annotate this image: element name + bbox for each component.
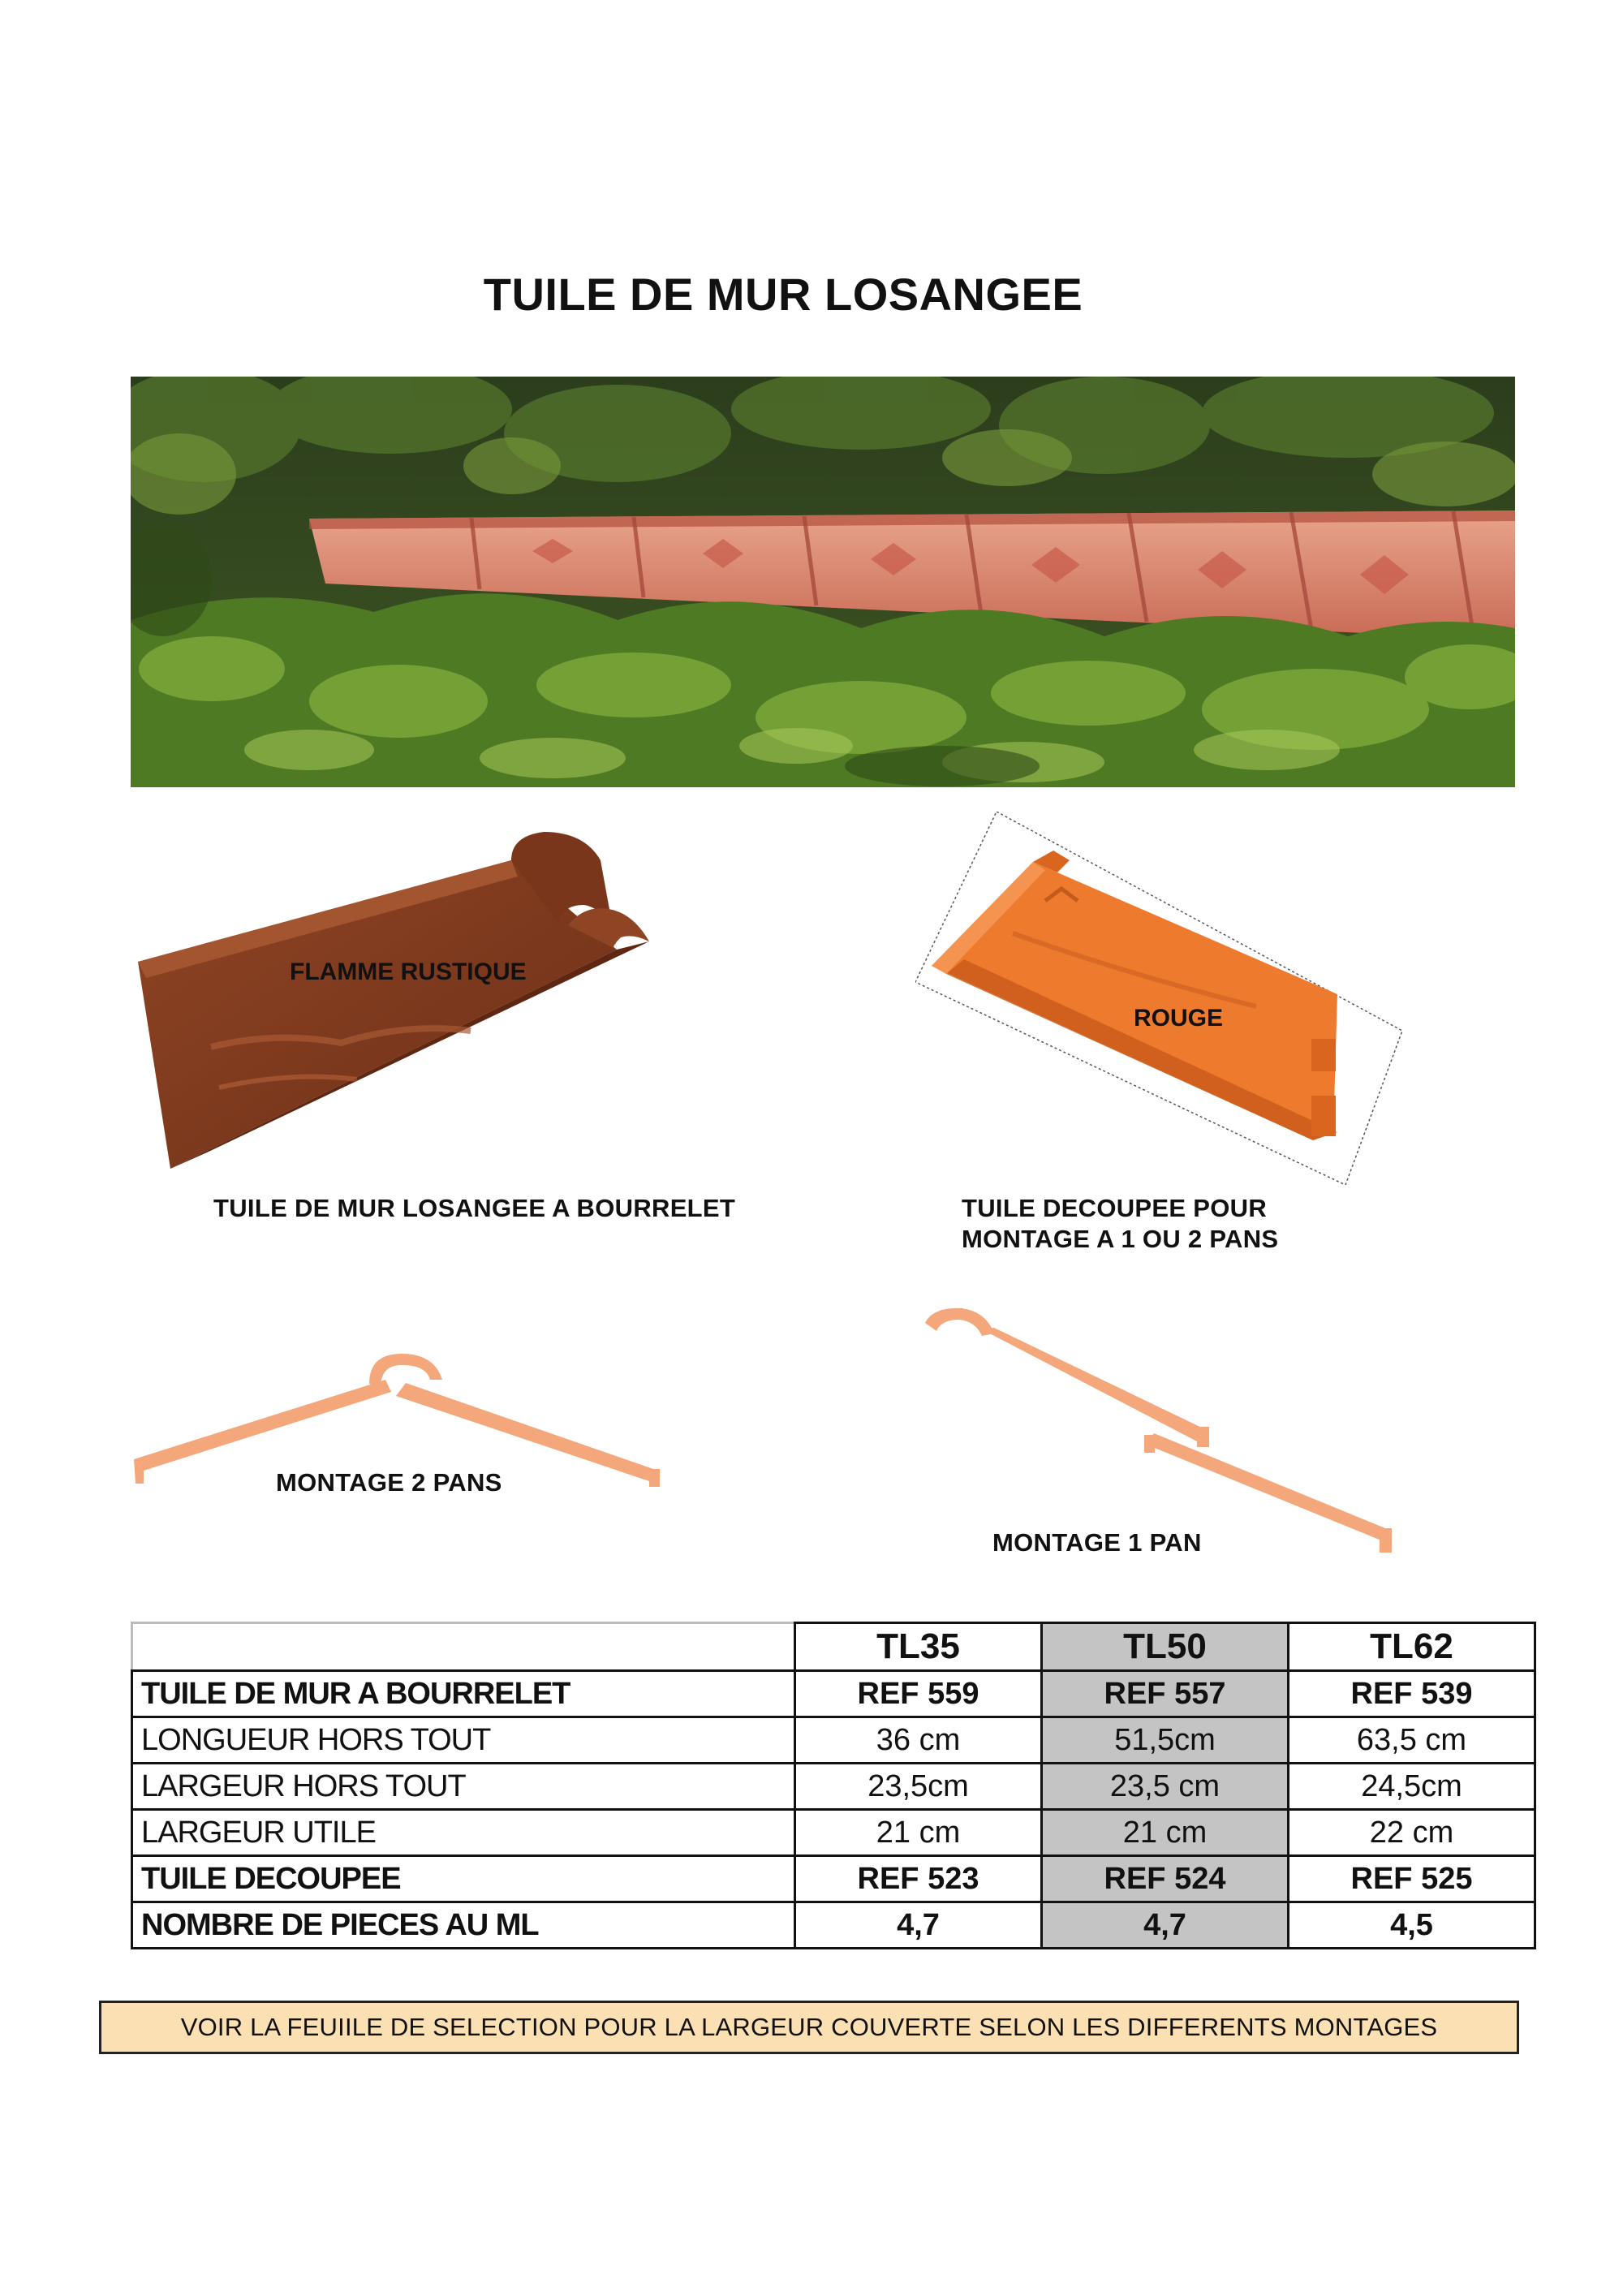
- column-header-tl35: TL35: [795, 1623, 1042, 1671]
- table-cell: 22 cm: [1289, 1810, 1535, 1856]
- row-label: LONGUEUR HORS TOUT: [132, 1717, 795, 1764]
- table-row: [132, 1671, 1535, 1717]
- montage-1-pan-label: MONTAGE 1 PAN: [992, 1528, 1202, 1557]
- table-cell: 23,5cm: [795, 1764, 1042, 1810]
- row-label: NOMBRE DE PIECES AU ML: [132, 1902, 795, 1949]
- table-cell: REF 557: [1042, 1671, 1289, 1717]
- rouge-label: ROUGE: [1134, 1005, 1224, 1032]
- bourrelet-tile-caption: TUILE DE MUR LOSANGEE A BOURRELET: [213, 1194, 736, 1222]
- table-cell: 4,7: [1042, 1902, 1289, 1949]
- selection-note-text: VOIR LA FEUIILE DE SELECTION POUR LA LARGEUR COUVERTE SELON LES DIFFERENTS MONTAGES: [180, 2013, 1438, 2041]
- table-row: [132, 1856, 1535, 1902]
- table-cell: 21 cm: [1042, 1810, 1289, 1856]
- column-header-tl50: TL50: [1042, 1623, 1289, 1671]
- wall-tiles-photo: [131, 377, 1515, 787]
- page-title: TUILE DE MUR LOSANGEE: [483, 269, 1083, 320]
- table-cell: 24,5cm: [1289, 1764, 1535, 1810]
- table-cell: 4,7: [795, 1902, 1042, 1949]
- table-row: [132, 1717, 1535, 1764]
- table-cell: 63,5 cm: [1289, 1717, 1535, 1764]
- selection-note: [99, 2001, 1519, 2054]
- flamme-rustique-tile-image: [130, 828, 714, 1185]
- table-cell: REF 523: [795, 1856, 1042, 1902]
- rouge-tile-image: [915, 812, 1402, 1185]
- table-cell: REF 524: [1042, 1856, 1289, 1902]
- decoupee-caption-line1: TUILE DECOUPEE POUR: [962, 1194, 1268, 1222]
- table-cell: REF 539: [1289, 1671, 1535, 1717]
- table-cell: REF 525: [1289, 1856, 1535, 1902]
- row-label: LARGEUR UTILE: [132, 1810, 795, 1856]
- decoupee-tile-caption: [962, 1193, 1278, 1255]
- flamme-rustique-label: FLAMME RUSTIQUE: [290, 958, 527, 985]
- table-row: [132, 1902, 1535, 1949]
- table-header-row: [132, 1623, 1535, 1671]
- table-cell: 21 cm: [795, 1810, 1042, 1856]
- table-cell: 51,5cm: [1042, 1717, 1289, 1764]
- row-label: LARGEUR HORS TOUT: [132, 1764, 795, 1810]
- table-corner-cell: [132, 1623, 795, 1671]
- montage-2-pans-diagram: [126, 1315, 669, 1493]
- table-cell: REF 559: [795, 1671, 1042, 1717]
- column-header-tl62: TL62: [1289, 1623, 1535, 1671]
- table-cell: 4,5: [1289, 1902, 1535, 1949]
- table-cell: 23,5 cm: [1042, 1764, 1289, 1810]
- spec-table: [131, 1622, 1536, 1949]
- row-label: TUILE DECOUPEE: [132, 1856, 795, 1902]
- row-label: TUILE DE MUR A BOURRELET: [132, 1671, 795, 1717]
- table-cell: 36 cm: [795, 1717, 1042, 1764]
- table-row: [132, 1764, 1535, 1810]
- montage-2-pans-label: MONTAGE 2 PANS: [276, 1468, 502, 1497]
- decoupee-caption-line2: MONTAGE A 1 OU 2 PANS: [962, 1225, 1279, 1253]
- table-row: [132, 1810, 1535, 1856]
